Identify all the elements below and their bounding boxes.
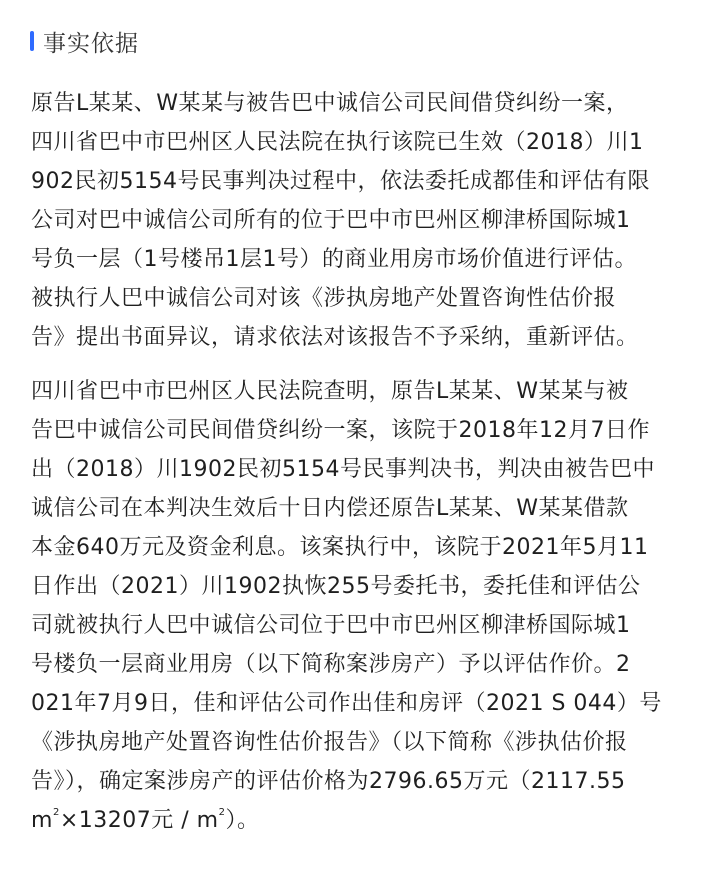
unit-text: ）。 [225,808,260,833]
superscript: 2 [52,807,60,818]
paragraph-line: 诚信公司在本判决生效后十日内偿还原告L某某、W某某借款 [31,496,629,521]
paragraph-line: 号楼负一层商业用房（以下简称案涉房产）予以评估作价。2 [31,652,631,677]
content-body [31,84,693,840]
paragraph-line: 021年7月9日，佳和评估公司作出佳和房评（2021 S 044）号 [31,691,662,716]
paragraph-line: 出（2018）川1902民初5154号民事判决书，判决由被告巴中 [31,457,655,482]
section-header [30,26,139,56]
unit-text: ×13207元 / m [59,808,219,833]
paragraph-line: 四川省巴中市巴州区人民法院查明，原告L某某、W某某与被 [31,379,629,404]
paragraph-line: 公司对巴中诚信公司所有的位于巴中市巴州区柳津桥国际城1 [31,208,631,233]
paragraph-line: 被执行人巴中诚信公司对该《涉执房地产处置咨询性估价报 [31,286,617,311]
paragraph-line: 本金640万元及资金利息。该案执行中，该院于2021年5月11 [31,535,649,560]
paragraph-line: 告》提出书面异议，请求依法对该报告不予采纳，重新评估。 [31,325,639,350]
paragraph-line: 号负一层（1号楼吊1层1号）的商业用房市场价值进行评估。 [31,247,637,272]
paragraph-1 [31,84,693,357]
paragraph-last-line [31,801,693,840]
paragraph-line: 告巴中诚信公司民间借贷纠纷一案，该院于2018年12月7日作 [31,418,650,443]
paragraph-line: 原告L某某、W某某与被告巴中诚信公司民间借贷纠纷一案， [31,91,629,116]
superscript: 2 [218,807,226,818]
paragraph-line: 四川省巴中市巴州区人民法院在执行该院已生效（2018）川1 [31,130,644,155]
unit-text: m [31,808,53,833]
paragraph-line: 《涉执房地产处置咨询性估价报告》（以下简称《涉执估价报 [31,730,628,755]
paragraph-2 [31,372,693,840]
paragraph-line: 告》），确定案涉房产的评估价格为2796.65万元（2117.55 [31,769,626,794]
paragraph-line: 日作出（2021）川1902执恢255号委托书，委托佳和评估公 [31,574,641,599]
paragraph-line: 902民初5154号民事判决过程中，依法委托成都佳和评估有限 [31,169,650,194]
paragraph-line: 司就被执行人巴中诚信公司位于巴中市巴州区柳津桥国际城1 [31,613,631,638]
section-accent-bar [30,31,34,51]
section-title: 事实依据 [43,30,139,57]
